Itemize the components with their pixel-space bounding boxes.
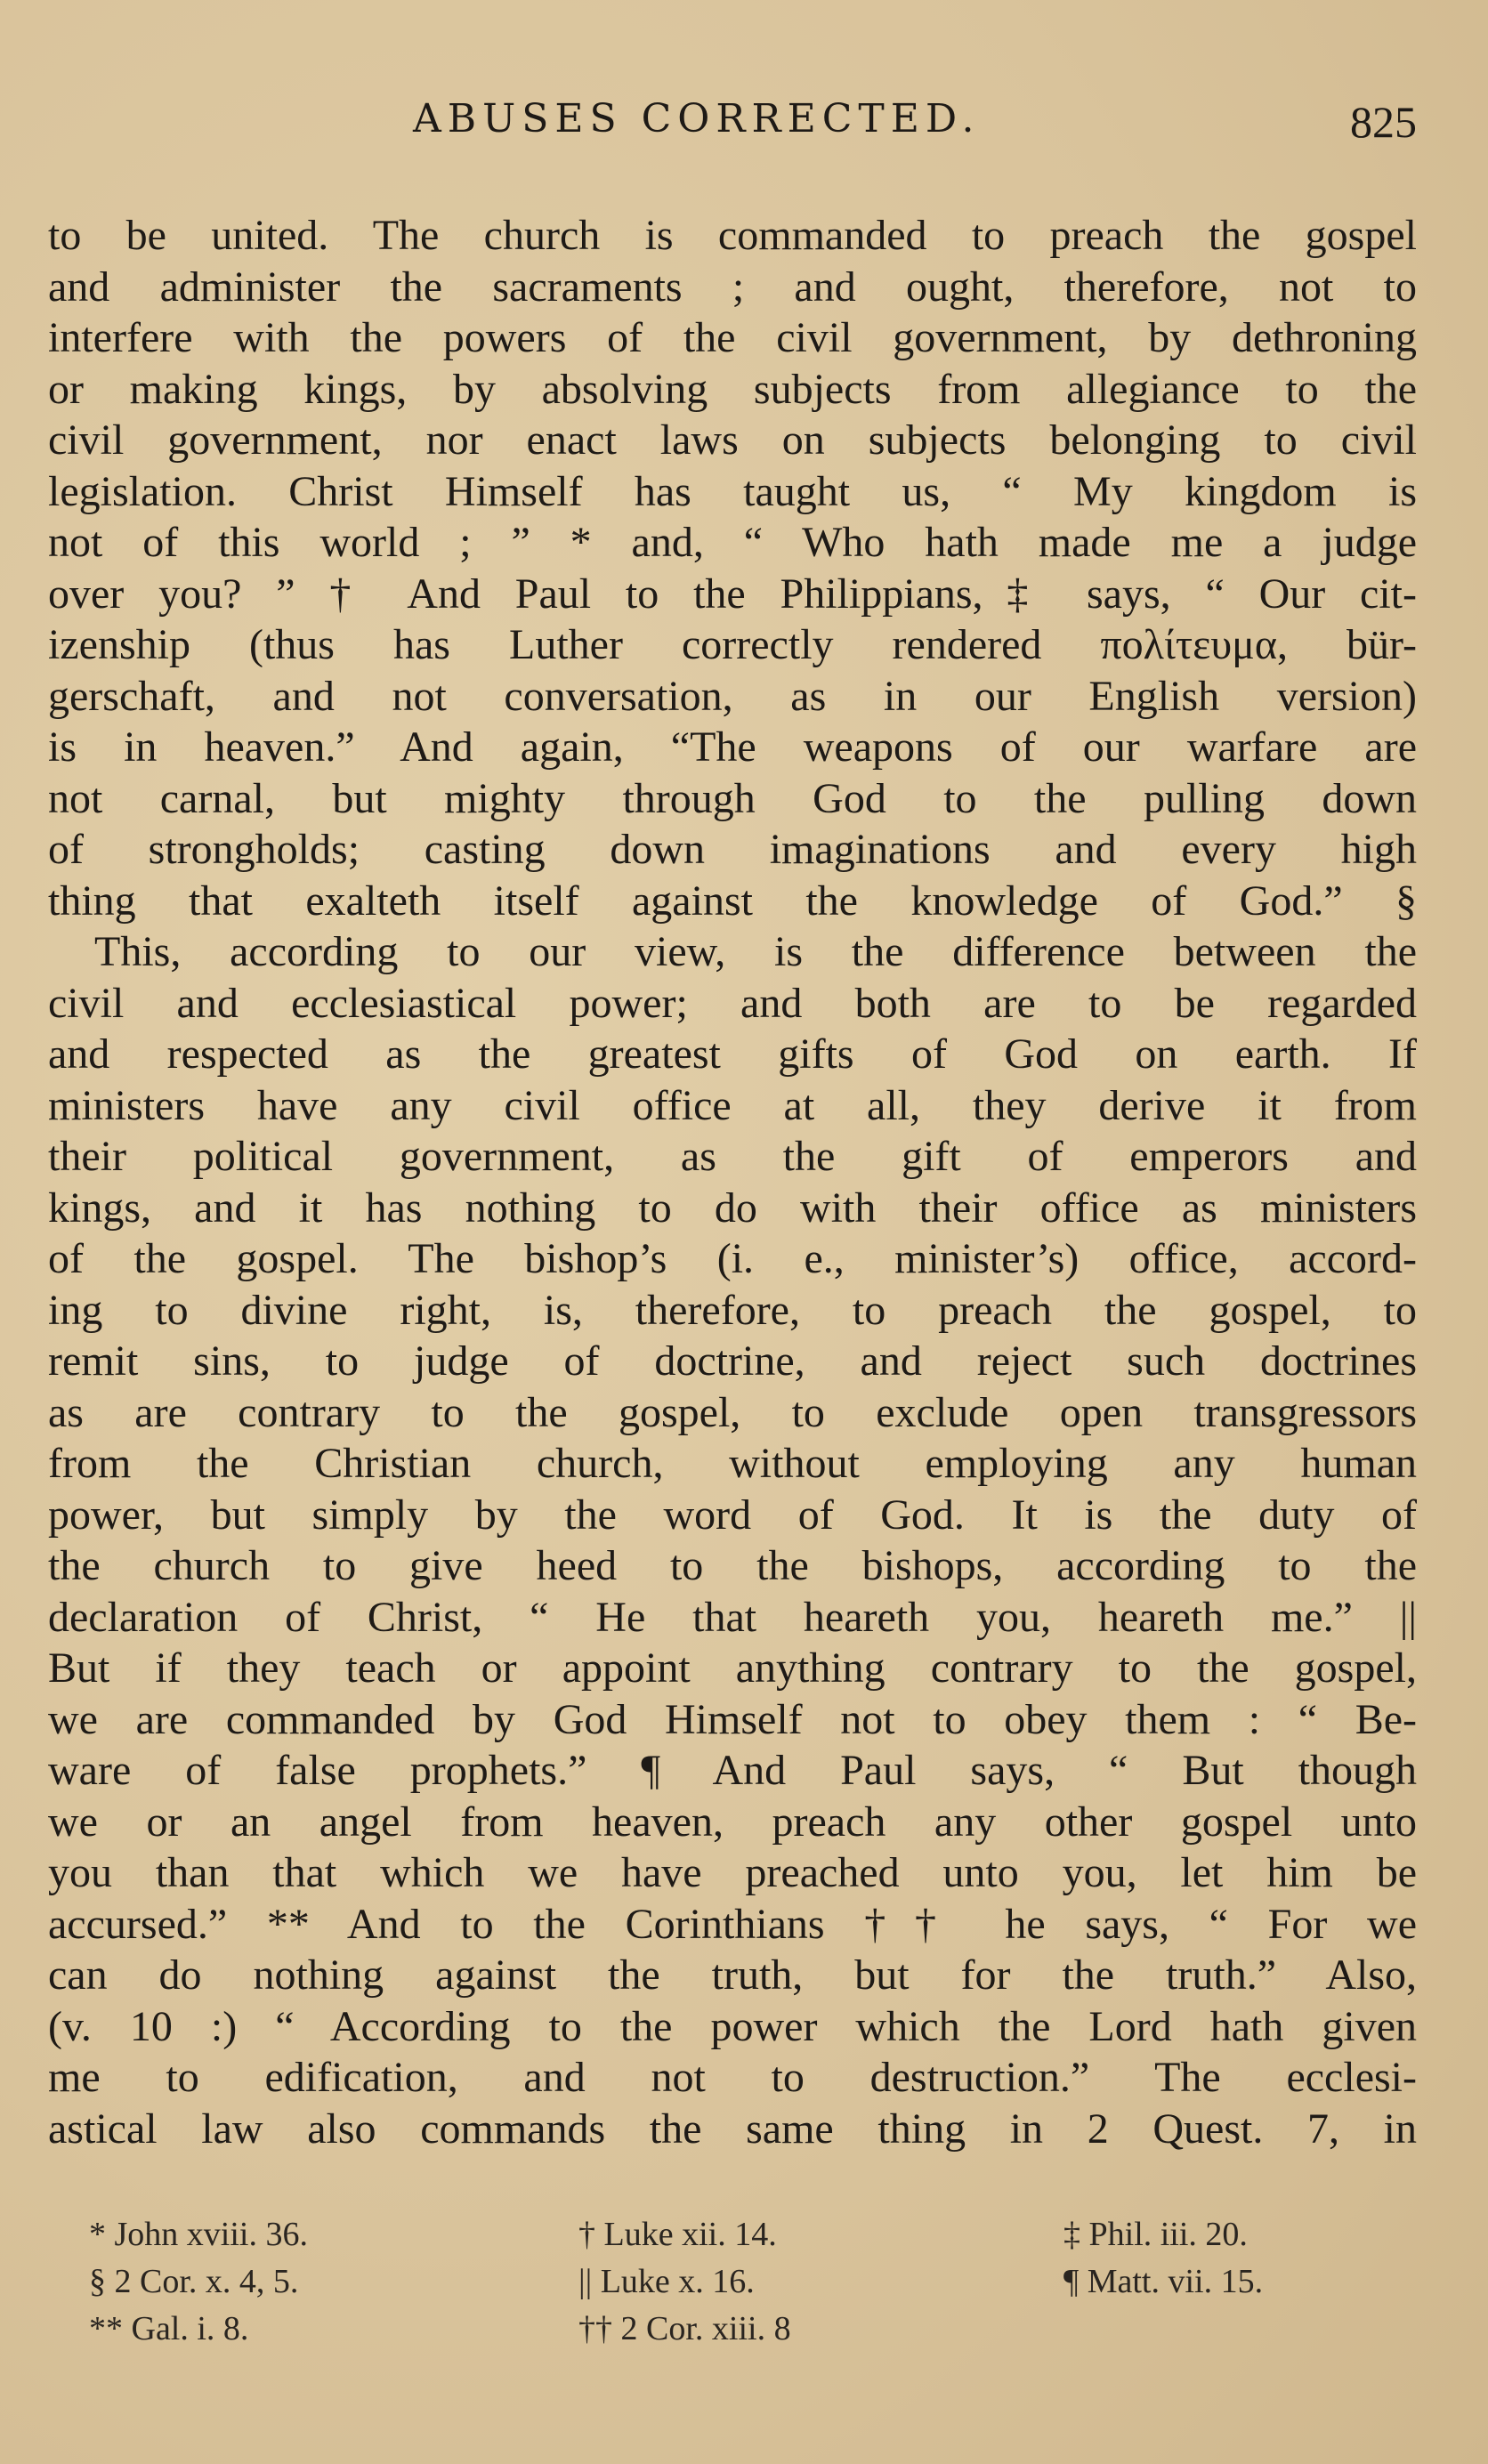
- text-line: gerschaft, and not conversation, as in our English version): [48, 672, 1417, 720]
- text-line: ministers have any civil office at all, they derive it from: [48, 1081, 1417, 1129]
- text-line: declaration of Christ, “ He that heareth you, heareth me.” ||: [48, 1593, 1417, 1641]
- text-line: we or an angel from heaven, preach any other gospel unto: [48, 1798, 1417, 1846]
- footnote: § 2 Cor. x. 4, 5.: [89, 2263, 299, 2300]
- footnote-row: [89, 2306, 1397, 2353]
- text-line: and administer the sacraments ; and ought, therefore, not to: [48, 263, 1417, 311]
- text-line: thing that exalteth itself against the knowledge of God.” §: [48, 877, 1417, 925]
- text-line: ing to divine right, is, therefore, to preach the gospel, to: [48, 1286, 1417, 1334]
- text-line: legislation. Christ Himself has taught us, “ My kingdom is: [48, 467, 1417, 515]
- text-line: their political government, as the gift of emperors and: [48, 1133, 1417, 1180]
- text-line: kings, and it has nothing to do with their office as ministers: [48, 1184, 1417, 1232]
- text-line: and respected as the greatest gifts of God on earth. If: [48, 1030, 1417, 1078]
- footnote-row: [89, 2211, 1397, 2258]
- footnote: †† 2 Cor. xiii. 8: [578, 2310, 791, 2347]
- footnote: * John xviii. 36.: [89, 2216, 308, 2253]
- text-line: is in heaven.” And again, “The weapons of our warfare are: [48, 723, 1417, 771]
- footnote: || Luke x. 16.: [578, 2263, 755, 2300]
- text-line: to be united. The church is commanded to preach the gospel: [48, 212, 1417, 259]
- text-line: (v. 10 :) “ According to the power which the Lord hath given: [48, 2002, 1417, 2050]
- text-line: power, but simply by the word of God. It is the duty of: [48, 1491, 1417, 1539]
- text-line: can do nothing against the truth, but for the truth.” Also,: [48, 1951, 1417, 1999]
- text-line: as are contrary to the gospel, to exclude open transgressors: [48, 1388, 1417, 1436]
- footnote-row: [89, 2258, 1397, 2306]
- text-line: not carnal, but mighty through God to the pulling down: [48, 774, 1417, 822]
- text-line: of the gospel. The bishop’s (i. e., minister’s) office, accord-: [48, 1235, 1417, 1282]
- text-line: interfere with the powers of the civil government, by dethroning: [48, 314, 1417, 361]
- footnotes: [89, 2211, 1397, 2353]
- text-line: over you? ” † And Paul to the Philippians,‡ says, “ Our cit-: [48, 570, 1417, 618]
- text-line: you than that which we have preached unto you, let him be: [48, 1849, 1417, 1896]
- running-head: [48, 96, 1417, 158]
- text-line: accursed.” ** And to the Corinthians †† he says, “ For we: [48, 1900, 1417, 1948]
- text-line: astical law also commands the same thing in 2 Quest. 7, in: [48, 2104, 1417, 2153]
- text-line: ware of false prophets.” ¶ And Paul says, “ But though: [48, 1747, 1417, 1794]
- text-line: civil government, nor enact laws on subjects belonging to civil: [48, 416, 1417, 464]
- footnote: † Luke xii. 14.: [578, 2216, 777, 2253]
- text-line: izenship (thus has Luther correctly rendered πολίτευμα, bür-: [48, 621, 1417, 668]
- text-line: This, according to our view, is the difference between the: [94, 928, 1417, 975]
- body-text: [48, 210, 1417, 2154]
- text-line: not of this world ; ” * and, “ Who hath made me a judge: [48, 519, 1417, 566]
- page-number: 825: [1350, 97, 1417, 147]
- text-line: of strongholds; casting down imaginations and every high: [48, 826, 1417, 873]
- text-line: from the Christian church, without employing any human: [48, 1440, 1417, 1487]
- footnote: ¶ Matt. vii. 15.: [1063, 2263, 1264, 2300]
- text-line: civil and ecclesiastical power; and both are to be regarded: [48, 979, 1417, 1027]
- footnote: ** Gal. i. 8.: [89, 2310, 249, 2347]
- text-line: or making kings, by absolving subjects from allegiance to the: [48, 365, 1417, 413]
- text-line: the church to give heed to the bishops, according to the: [48, 1542, 1417, 1589]
- text-line: But if they teach or appoint anything contrary to the gospel,: [48, 1644, 1417, 1692]
- text-line: me to edification, and not to destruction.” The ecclesi-: [48, 2054, 1417, 2101]
- text-line: remit sins, to judge of doctrine, and reject such doctrines: [48, 1337, 1417, 1385]
- footnote: ‡ Phil. iii. 20.: [1063, 2216, 1248, 2253]
- running-title: ABUSES CORRECTED.: [413, 96, 981, 141]
- text-line: we are commanded by God Himself not to obey them : “ Be-: [48, 1695, 1417, 1743]
